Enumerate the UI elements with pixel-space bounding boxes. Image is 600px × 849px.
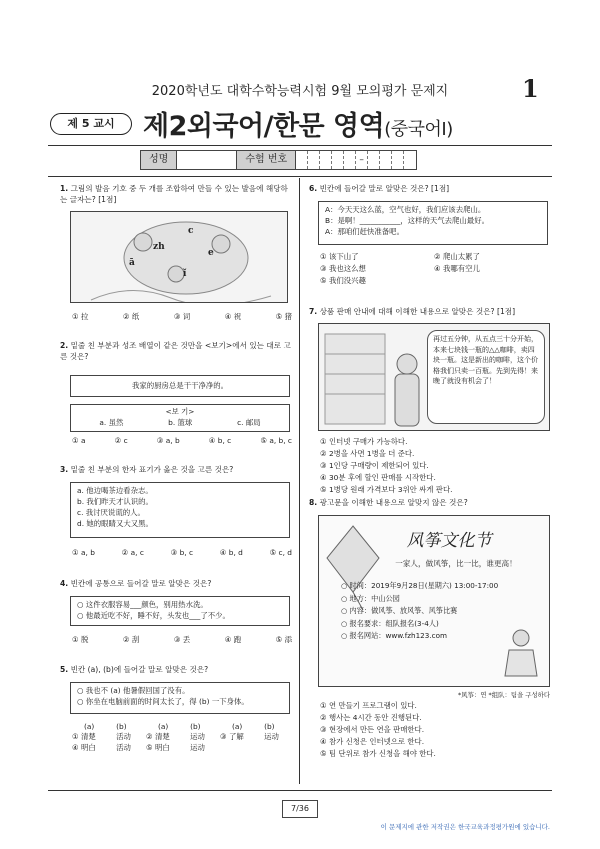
total-pages: 36 [298,804,309,813]
bogi-item: a. 虽然 [99,418,124,427]
table-cell [262,742,292,753]
exam-number-cell[interactable] [404,151,416,169]
item: ○ 我也不 (a) 他暑假回国了没有。 [77,686,190,695]
name-field[interactable] [177,151,237,169]
q2-options [72,436,292,445]
copyright-notice: 이 문제지에 관한 저작권은 한국교육과정평가원에 있습니다. [380,823,550,831]
q4-options [72,634,292,645]
question-text: 그림의 발음 기호 중 두 개를 조합하여 만들 수 있는 발음에 해당하는 글자는? [1점] [60,184,288,204]
pinyin-i: ǐ [183,269,187,279]
exam-number-label: 수험 번호 [237,151,296,169]
exam-number-cell[interactable] [392,151,404,169]
option[interactable]: ⑤ a, b, c [260,436,292,445]
table-cell[interactable]: ③ 了解 [219,732,244,741]
ad-line: ○ 报名要求：组队报名(3-4人) [341,618,439,628]
option[interactable]: ④ 30분 후에 할인 판매를 시작한다. [320,473,436,482]
pinyin-c: c [188,226,194,236]
item: ○ 你坐在电脑前面的时间太长了，得 (b) 一下身体。 [77,697,249,706]
pinyin-zh: zh [153,242,165,252]
q7-illustration [318,323,550,431]
option[interactable]: ① 该下山了 [320,252,359,261]
option[interactable]: ③ 1인당 구매량이 제한되어 있다. [320,461,429,470]
question-1: 1. 그림의 발음 기호 중 두 개를 조합하여 만들 수 있는 발음에 해당하는 글자는? [1점] [60,184,288,204]
ad-line: ○ 内容：做风筝、放风筝、风筝比赛 [341,606,458,615]
item: a. 他边喝茶边看杂志。 [77,486,153,495]
exam-number-cell[interactable] [332,151,344,169]
q6-options [320,251,548,287]
question-3: 3. 밑줄 친 부분의 한자 표기가 옳은 것을 고른 것은? [60,465,234,474]
option[interactable]: ③ 丢 [173,635,191,644]
table-cell: 运动 [190,732,205,741]
q5-options-table [70,722,292,753]
table-cell: 运动 [190,743,205,752]
question-7: 7. 상품 판매 안내에 대해 이해한 내용으로 알맞은 것은? [1점] [309,307,516,316]
option[interactable]: ② 爬山太累了 [434,252,480,261]
table-header: (a) [231,722,243,731]
footer-rule [48,790,552,791]
option[interactable]: ① 脱 [72,635,89,644]
kids-illustration-image [71,212,288,303]
table-cell[interactable]: ② 清楚 [145,732,170,741]
exam-number-cell[interactable] [380,151,392,169]
question-6: 6. 빈칸에 들어갈 말로 알맞은 것은? [1점] [309,184,450,193]
option[interactable]: ① 연 만들기 프로그램이 있다. [320,701,417,710]
header-rule [48,145,552,146]
table-cell: 活动 [116,732,131,741]
bogi-label: <보 기> [165,407,195,416]
table-cell[interactable]: ① 清楚 [72,732,96,741]
option[interactable]: ② c [114,436,128,445]
option[interactable]: ② a, c [121,548,144,557]
bogi-items [77,417,283,428]
ad-note: *风筝：연 *组队：팀을 구성하다 [457,691,550,699]
table-row[interactable] [70,742,292,753]
option[interactable]: ① a [72,436,86,445]
option[interactable]: ⑤ 我们没兴趣 [320,276,366,285]
q1-illustration [70,211,288,303]
exam-number-cell[interactable] [308,151,320,169]
dialogue-line: A：今天天这么蓝，空气也好，我们应该去爬山。 [325,205,486,214]
subject-subtitle: (중국어Ⅰ) [384,119,453,140]
exam-number-cell[interactable] [296,151,308,169]
option[interactable]: ④ b, d [219,548,243,557]
table-header: (b) [116,722,127,731]
option[interactable]: ② 纸 [122,312,140,321]
dialogue-line: B：是啊！___________，这样的天气去爬山最好。 [325,216,489,225]
subject-name: 제2외국어/한문 영역 [143,111,385,142]
table-row[interactable] [70,731,292,742]
student-info-box [140,150,417,170]
question-8: 8. 광고문을 이해한 내용으로 알맞지 않은 것은? [309,498,468,507]
table-cell: 活动 [116,743,131,752]
option[interactable]: ④ b, c [208,436,232,445]
question-text: 상품 판매 안내에 대해 이해한 내용으로 알맞은 것은? [1점] [319,307,516,316]
option[interactable]: ⑤ 猪 [275,312,292,321]
option[interactable]: ① 拉 [72,312,89,321]
option[interactable]: ⑤ 1병당 원래 가격보다 3위안 싸게 판다. [320,485,453,494]
option[interactable]: ③ b, c [170,548,194,557]
question-5: 5. 빈칸 (a), (b)에 들어갈 말로 알맞은 것은? [60,665,209,674]
q3-items-box [70,482,290,538]
ad-line: ○ 报名网站：www.fzh123.com [341,631,447,640]
q8-options [320,700,548,760]
column-divider [299,178,300,784]
table-cell[interactable] [218,742,262,753]
table-cell: 运动 [264,732,279,741]
pinyin-e: e [208,248,214,258]
question-2: 2. 밑줄 친 부분과 성조 배열이 같은 것만을 <보기>에서 있는 대로 고른 것은? [60,341,291,361]
option[interactable]: ⑤ 팀 단위로 참가 신청을 해야 한다. [320,749,436,758]
q1-options [72,311,292,322]
option[interactable]: ⑤ 添 [275,635,292,644]
q6-dialogue-box [318,201,548,245]
pinyin-a: ā [129,258,135,268]
table-header: (b) [264,722,275,731]
exam-title: 2020학년도 대학수학능력시험 9월 모의평가 문제지 [151,84,449,99]
question-text: 빈칸 (a), (b)에 들어갈 말로 알맞은 것은? [70,665,209,674]
exam-number-cell[interactable] [344,151,356,169]
question-text: 밑줄 친 부분과 성조 배열이 같은 것만을 <보기>에서 있는 대로 고른 것은? [60,341,291,361]
table-cell[interactable]: ⑤ 明白 [145,743,170,752]
option[interactable]: ④ 我哪有空儿 [434,264,480,273]
option[interactable]: ① a, b [72,548,95,557]
q3-options [72,548,292,557]
item: b. 我们昨天才认识的。 [77,497,153,506]
subject-title [143,104,453,143]
q5-items-box [70,682,290,714]
option[interactable]: ② 刮 [122,635,140,644]
item: ○ 他最近吃不好，睡不好，头发也___了不少。 [77,611,230,620]
q4-items-box [70,596,290,626]
question-4: 4. 빈칸에 공통으로 들어갈 말로 알맞은 것은? [60,579,212,588]
option[interactable]: ① 인터넷 구매가 가능하다. [320,437,408,446]
option[interactable]: ③ a, b [156,436,180,445]
period-badge: 제 5 교시 [50,113,132,135]
option[interactable]: ④ 跑 [224,635,242,644]
question-text: 밑줄 친 부분의 한자 표기가 옳은 것을 고른 것은? [70,465,234,474]
question-text: 빈칸에 들어갈 말로 알맞은 것은? [1점] [319,184,450,193]
option[interactable]: ④ 참가 신청은 인터넷으로 한다. [320,737,425,746]
page-counter: 7/36 [282,800,318,818]
ad-title: 风筝文化节 [406,531,492,551]
exam-number-dash: – [356,151,368,169]
ad-line: ○ 时间：2019年9月28日(星期六) 13:00-17:00 [341,581,499,590]
option[interactable]: ④ 祝 [224,312,242,321]
table-header-row [70,722,292,731]
ad-line: ○ 地方：中山公园 [341,593,400,603]
option[interactable]: ③ 현장에서 만든 연을 판매한다. [320,725,425,734]
q2-sentence-box: 我家的厨房总是干干净净的。 [70,375,290,397]
table-header: (a) [157,722,169,731]
top-rule [48,176,552,177]
page-number: 1 [522,74,539,103]
current-page: 7 [291,804,297,813]
question-text: 빈칸에 공통으로 들어갈 말로 알맞은 것은? [70,579,212,588]
exam-number-cell[interactable] [320,151,332,169]
item: c. 我讨厌说谎的人。 [77,508,145,517]
child-kite-image [497,626,545,678]
table-header: (a) [84,722,95,731]
ad-details [341,580,521,643]
option[interactable]: ② 행사는 4시간 동안 진행된다. [320,713,422,722]
item: ○ 这件衣服容易___颜色，别用热水洗。 [77,600,208,609]
option[interactable]: ⑤ c, d [269,548,292,557]
bogi-item: c. 邮局 [237,418,261,427]
item: d. 她的眼睛又大又黑。 [77,519,153,528]
speech-bubble: 再过五分钟，从五点三十分开始，本来七块钱一瓶的△△咖啡，卖四块一瓶。这是新出的咖啡，这个价格我们只卖一百瓶。先到先得！来晚了就没有机会了！ [427,330,545,424]
option[interactable]: ② 2병을 사면 1병을 더 준다. [320,449,415,458]
option[interactable]: ③ 词 [173,312,191,321]
question-text: 광고문을 이해한 내용으로 알맞지 않은 것은? [319,498,468,507]
table-header: (b) [190,722,201,731]
name-label: 성명 [141,151,177,169]
option[interactable]: ③ 我也这么想 [320,264,366,273]
ad-slogan: 一家人，做风筝，比一比，谁更高！ [395,559,517,568]
q2-bogi-box [70,404,290,432]
dialogue-line: A：那咱们赶快准备吧。 [325,227,404,236]
table-cell[interactable]: ④ 明白 [72,743,96,752]
exam-number-cell[interactable] [368,151,380,169]
q8-advertisement [318,515,550,687]
q7-options [320,436,548,496]
bogi-item: b. 篮球 [168,418,193,427]
